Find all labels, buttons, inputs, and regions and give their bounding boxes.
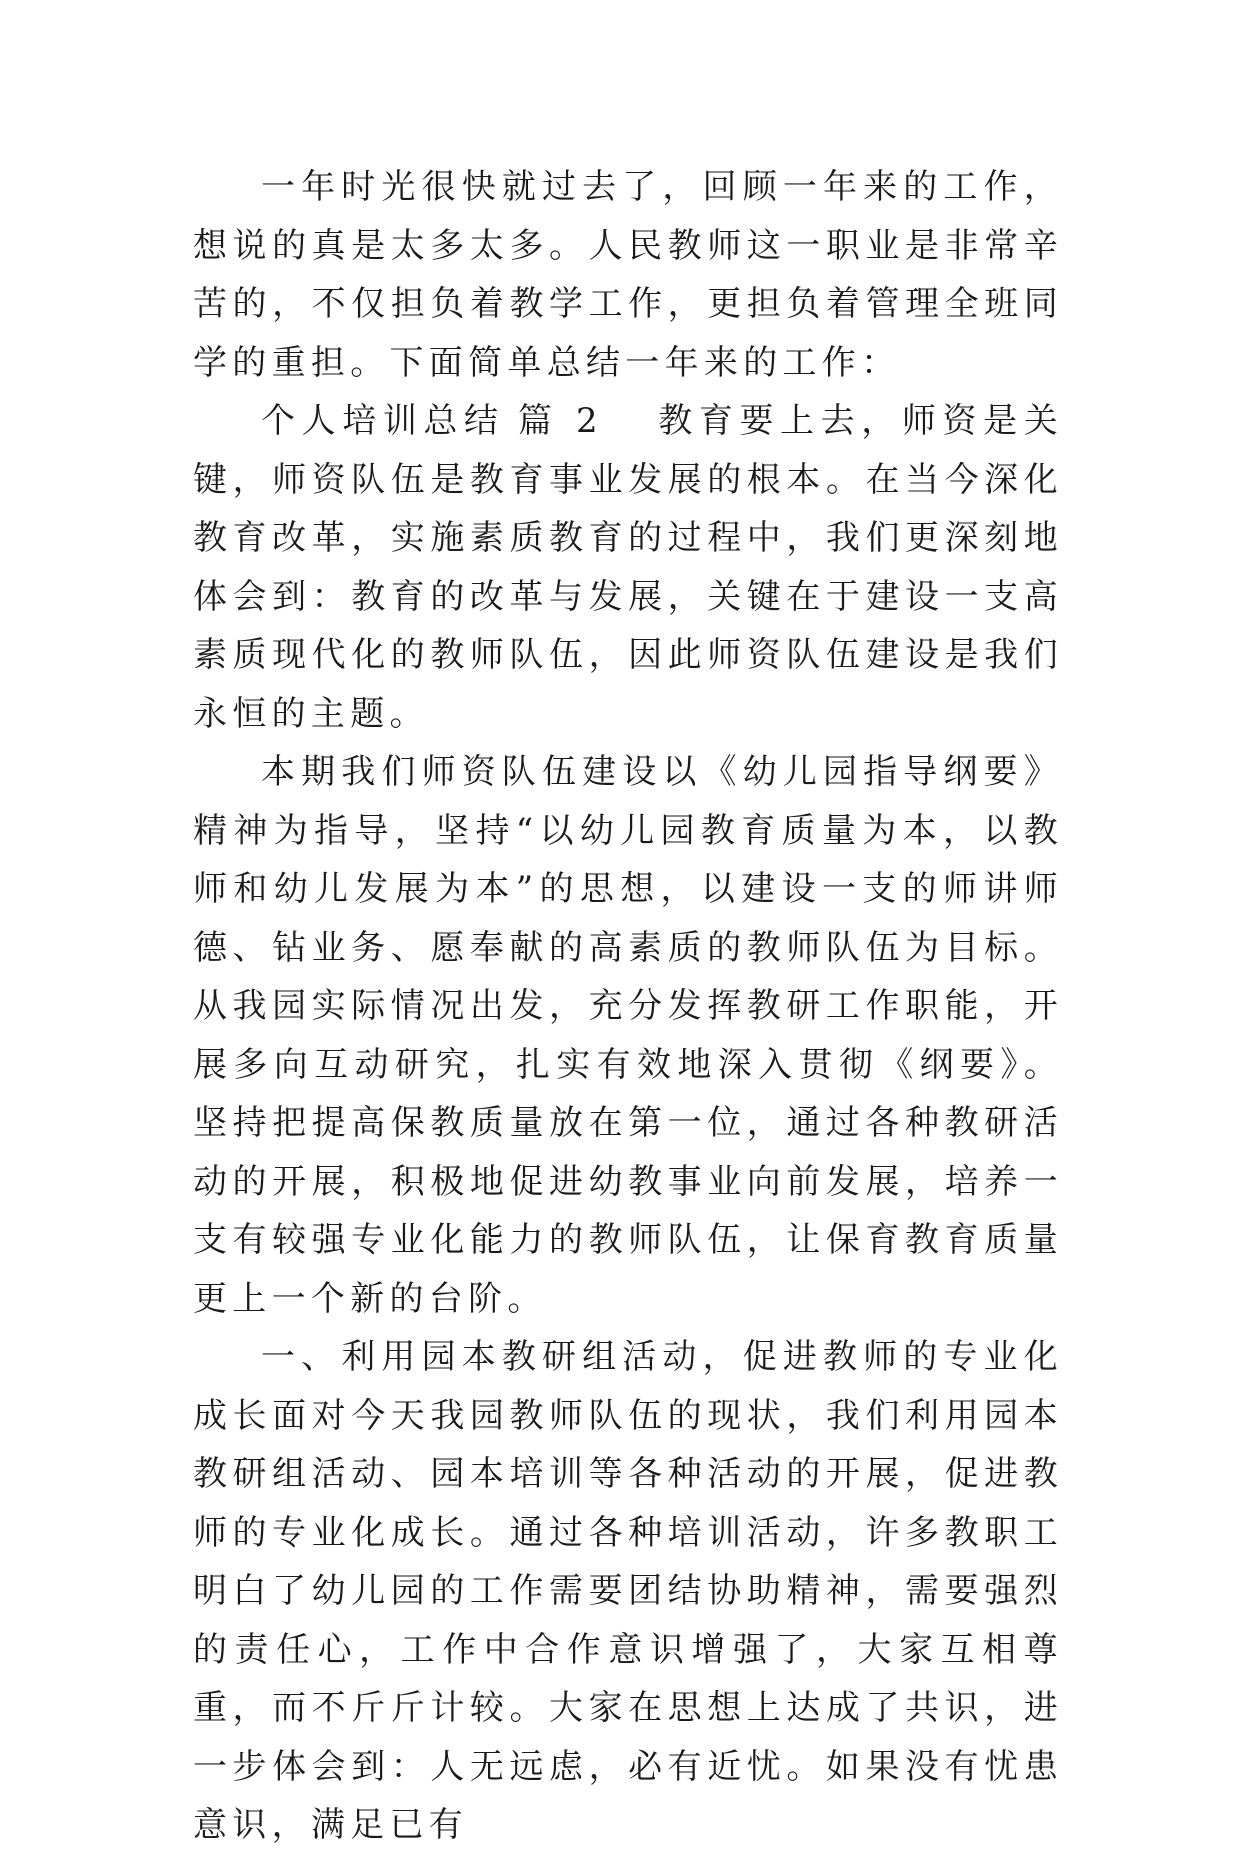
paragraph-intro: 一年时光很快就过去了，回顾一年来的工作，想说的真是太多太多。人民教师这一职业是非常辛苦的，不仅担负着教学工作，更担负着管理全班同学的重担。下面简单总结一年来的工作： [193,167,1063,383]
section-heading-number: 篇 2 [516,401,603,441]
document-body [193,158,1063,1855]
paragraph-section-2 [193,392,1063,743]
paragraph-teacher-team: 本期我们师资队伍建设以《幼儿园指导纲要》精神为指导，坚持“以幼儿园教育质量为本，以教师和幼儿发展为本”的思想，以建设一支的师讲师德、钻业务、愿奉献的高素质的教师队伍为目标。从我园实际情况出发，充分发挥教研工作职能，开展多向互动研究，扎实有效地深入贯彻《纲要》。坚持把提高保教质量放在第一位，通过各种教研活动的开展，积极地促进幼教事业向前发展，培养一支有较强专业化能力的教师队伍，让保育教育质量更上一个新的台阶。 [193,752,1063,1319]
paragraph-point-one: 一、利用园本教研组活动，促进教师的专业化成长面对今天我园教师队伍的现状，我们利用园本教研组活动、园本培训等各种活动的开展，促进教师的专业化成长。通过各种培训活动，许多教职工明白了幼儿园的工作需要团结协助精神，需要强烈的责任心，工作中合作意识增强了，大家互相尊重，而不斤斤计较。大家在思想上达成了共识，进一步体会到：人无远虑，必有近忧。如果没有忧患意识，满足已有 [193,1337,1063,1845]
section-heading: 个人培训总结 [261,401,505,441]
section-2-text: 教育要上去，师资是关键，师资队伍是教育事业发展的根本。在当今深化教育改革，实施素质教育的过程中，我们更深刻地体会到：教育的改革与发展，关键在于建设一支高素质现代化的教师队伍，因此师资队伍建设是我们永恒的主题。 [193,401,1063,734]
